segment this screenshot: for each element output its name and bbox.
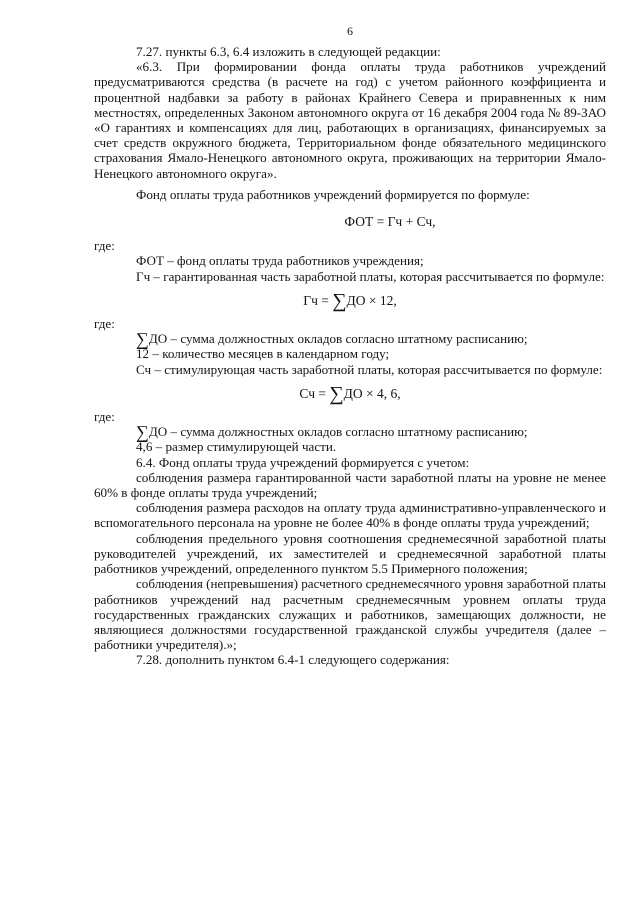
definition-4-6: 4,6 – размер стимулирующей части. — [136, 439, 337, 455]
definition-sum-do-1 — [94, 329, 606, 350]
definition-sum-do-2-text: ДО – сумма должностных окладов согласно штатному расписанию; — [148, 424, 528, 440]
where-label-1: где: — [94, 238, 115, 254]
condition-2: соблюдения размера расходов на оплату труда административно-управленческого и вспомогательного персонала на уровне не более 40% в фонде оплаты труда учреждений; — [94, 500, 606, 531]
condition-4: соблюдения (непревышения) расчетного среднемесячного уровня заработной платы работников учреждений над расчетным среднемесячным уровнем оплаты труда государственных гражданских служащих и работников, замещающих должности, не являющиеся должностями государственной гражданской службы учредителя (далее – работники учредителя).»; — [94, 576, 606, 653]
condition-3: соблюдения предельного уровня соотношения среднемесячной заработной платы руководителей учреждений, их заместителей и среднемесячной заработной платы работников учреждений, определенного пунктом 5.5 Примерного положения; — [94, 530, 606, 577]
sum-icon: ∑ — [329, 382, 344, 405]
formula-fot: ФОТ = Гч + Сч, — [344, 214, 436, 230]
paragraph-6-3: «6.3. При формировании фонда оплаты труда работников учреждений предусматриваются средства (в расчете на год) с учетом районного коэффициента и процентной надбавки за работу в районах Крайнего Севера и приравненных к ним местностях, определенных Законом автономного округа от 16 декабря 2004 года № 89-ЗАО «О гарантиях и компенсациях для лиц, работающих в организациях, финансируемых за счет средств окружного бюджета, Территориальном фонде обязательного медицинского страхования Ямало-Ненецкого автономного округа, проживающих на территории Ямало-Ненецкого автономного округа». — [94, 59, 606, 181]
paragraph-7-27: 7.27. пункты 6.3, 6.4 изложить в следующей редакции: — [136, 44, 441, 59]
formula-gch-right: ДО × 12, — [346, 292, 397, 308]
where-label-3: где: — [94, 409, 115, 425]
formula-sch — [94, 382, 606, 405]
definition-fot: ФОТ – фонд оплаты труда работников учреждения; — [136, 253, 424, 269]
sum-icon: ∑ — [332, 289, 347, 312]
paragraph-7-28: 7.28. дополнить пунктом 6.4-1 следующего содержания: — [136, 652, 450, 668]
formula-gch — [94, 289, 606, 312]
sum-icon: ∑ — [136, 422, 149, 443]
definition-sum-do-1-text: ДО – сумма должностных окладов согласно штатному расписанию; — [148, 331, 528, 347]
definition-sum-do-2 — [94, 422, 606, 443]
condition-1: соблюдения размера гарантированной части заработной платы на уровне не менее 60% в фонде оплаты труда учреждений; — [94, 469, 606, 501]
definition-sch: Сч – стимулирующая часть заработной платы, которая рассчитывается по формуле: — [136, 361, 603, 377]
page-number: 6 — [347, 24, 353, 38]
formula-sch-right: ДО × 4, 6, — [343, 385, 401, 401]
paragraph-6-4: 6.4. Фонд оплаты труда учреждений формируется с учетом: — [136, 454, 470, 470]
formula-gch-left: Гч = — [303, 292, 329, 308]
sum-icon: ∑ — [136, 329, 149, 350]
document-page — [94, 24, 606, 668]
paragraph-fot-intro: Фонд оплаты труда работников учреждений формируется по формуле: — [136, 186, 530, 202]
where-label-2: где: — [94, 316, 115, 332]
definition-12: 12 – количество месяцев в календарном году; — [136, 346, 390, 362]
formula-sch-left: Сч = — [299, 385, 326, 401]
definition-gch: Гч – гарантированная часть заработной платы, которая рассчитывается по формуле: — [136, 268, 605, 284]
